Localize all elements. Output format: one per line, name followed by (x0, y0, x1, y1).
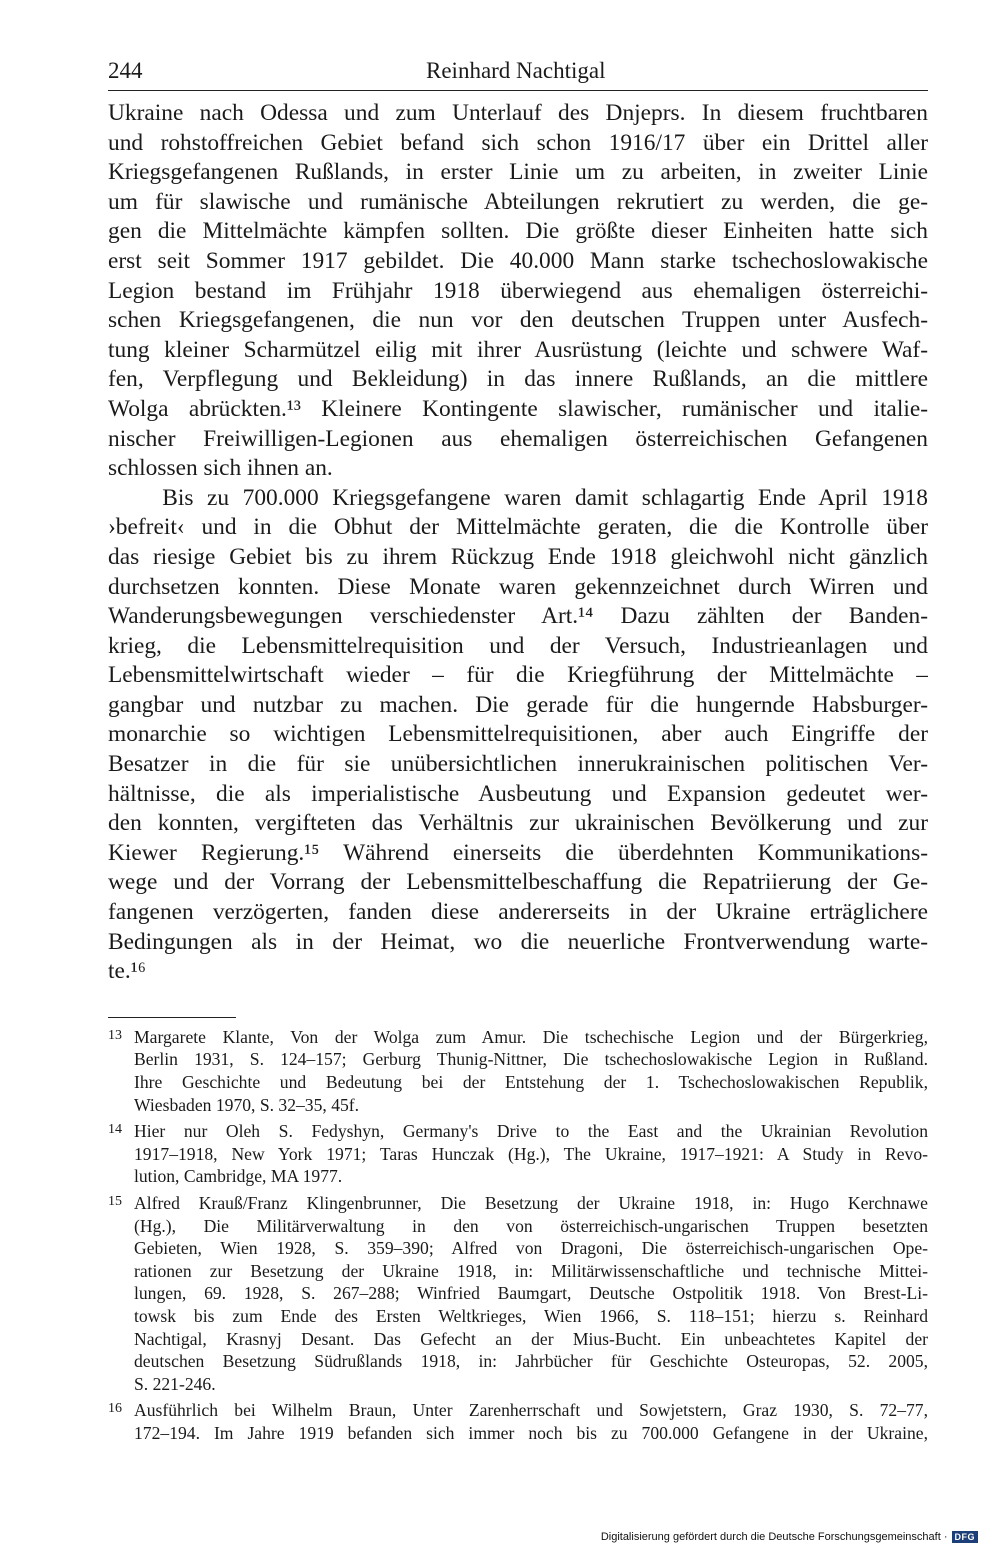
footnote-separator (108, 1017, 236, 1018)
book-page (108, 56, 928, 1449)
footnote-line: lution, Cambridge, MA 1977. (134, 1166, 343, 1187)
footnote-line: Ihre Geschichte und Bedeutung bei der Entstehung der 1. Tschechoslowakischen Republik, (134, 1072, 928, 1092)
footnote-number: 13 (108, 1027, 122, 1043)
footnote-line: deutschen Besetzung Südrußlands 1918, in: Jahrbücher für Geschichte Osteuropas, 52. 2005, (134, 1351, 928, 1372)
page-number: 244 (108, 58, 143, 83)
footnote-line: Berlin 1931, S. 124–157; Gerburg Thunig-Nittner, Die tschechoslowakische Legion in Rußland. (134, 1049, 928, 1070)
body-line: Besatzer in die für sie unübersichtlichen innerukrainischen politischen Ver- (108, 751, 928, 778)
footnote-line: 172–194. Im Jahre 1919 befanden sich immer noch bis zu 700.000 Gefangene in der Ukraine, (134, 1422, 928, 1443)
footnote (108, 1399, 928, 1444)
footnote-line: Margarete Klante, Von der Wolga zum Amur. Die tschechische Legion und der Bürgerkrieg, (134, 1026, 928, 1047)
dfg-logo-icon: DFG (952, 1531, 979, 1543)
footnotes (108, 1026, 928, 1445)
footnote-line: Wiesbaden 1970, S. 32–35, 45f. (134, 1094, 360, 1115)
digitization-credit (601, 1531, 978, 1543)
body-line: fangenen verzögerten, fanden diese andererseits in der Ukraine erträglichere (108, 899, 928, 926)
body-line: Wanderungsbewegungen verschiedenster Art.¹⁴ Dazu zählten der Banden- (108, 603, 928, 630)
body-line: erst seit Sommer 1917 gebildet. Die 40.000 Mann starke tschechoslowakische (108, 247, 928, 274)
body-line: schlossen sich ihnen an. (108, 455, 333, 482)
footnote-number: 15 (108, 1193, 122, 1209)
body-line: monarchie so wichtigen Lebensmittelrequisitionen, aber auch Eingriffe der (108, 721, 928, 748)
body-line: Ukraine nach Odessa und zum Unterlauf des Dnjeprs. In diesem fruchtbaren (108, 100, 928, 126)
body-line: Bedingungen als in der Heimat, wo die neuerliche Frontverwendung warte- (108, 928, 928, 955)
body-line: te.¹⁶ (108, 958, 146, 985)
footnote-line: (Hg.), Die Militärverwaltung in den von österreichisch-ungarischen Truppen besetzten (134, 1215, 928, 1236)
footnote (108, 1120, 928, 1188)
footnote-line: Alfred Krauß/Franz Klingenbrunner, Die Besetzung der Ukraine 1918, in: Hugo Kerchnawe (134, 1192, 928, 1213)
body-line: Kriegsgefangenen Rußlands, in erster Linie um zu arbeiten, in zweiter Linie (108, 159, 928, 186)
footnote-line: towsk bis zum Ende des Ersten Weltkrieges, Wien 1966, S. 118–151; hierzu s. Reinhard (134, 1305, 928, 1326)
body-line: gangbar und nutzbar zu machen. Die gerade für die hungernde Habsburger- (108, 691, 928, 718)
body-line: Bis zu 700.000 Kriegsgefangene waren damit schlagartig Ende April 1918 (108, 484, 928, 511)
footnote-line: Gebieten, Wien 1928, S. 359–390; Alfred von Dragoni, Die österreichisch-ungarischen Ope- (134, 1238, 928, 1259)
body-line: wege und der Vorrang der Lebensmittelbeschaffung die Repatriierung der Ge- (108, 869, 928, 896)
footnote (108, 1192, 928, 1395)
footnote-line: rationen zur Besetzung der Ukraine 1918, in: Militärwissenschaftliche und technische Mittei- (134, 1260, 928, 1281)
body-line: Wolga abrückten.¹³ Kleinere Kontingente slawischer, rumänischer und italie- (108, 395, 928, 422)
body-line: Legion bestand im Frühjahr 1918 überwiegend aus ehemaligen österreichi- (108, 277, 928, 304)
body-line: tung kleiner Scharmützel eilig mit ihrer Ausrüstung (leichte und schwere Waf- (108, 336, 928, 363)
running-head-author: Reinhard Nachtigal (426, 58, 606, 83)
footnote-line: S. 221-246. (134, 1373, 216, 1394)
body-line: das riesige Gebiet bis zu ihrem Rückzug Ende 1918 gleichwohl nicht gänzlich (108, 543, 928, 570)
body-line: ›befreit‹ und in die Obhut der Mittelmächte geraten, die die Kontrolle über (108, 514, 928, 541)
running-head (108, 56, 928, 91)
footnote-line: Ausführlich bei Wilhelm Braun, Unter Zarenherrschaft und Sowjetstern, Graz 1930, S. 72–77, (134, 1400, 928, 1421)
body-line: nischer Freiwilligen-Legionen aus ehemaligen österreichischen Gefangenen (108, 425, 928, 452)
body-line: gen die Mittelmächte kämpfen sollten. Die größte dieser Einheiten hatte sich (108, 218, 928, 245)
footnote-line: Nachtigal, Krasnyj Desant. Das Gefecht an der Mius-Bucht. Ein unbeachtetes Kapitel der (134, 1328, 928, 1349)
body-line: den konnten, vergifteten das Verhältnis zur ukrainischen Bevölkerung und zur (108, 810, 928, 837)
body-line: krieg, die Lebensmittelrequisition und der Versuch, Industrieanlagen und (108, 632, 928, 659)
body-line: hältnisse, die als imperialistische Ausbeutung und Expansion gedeutet wer- (108, 780, 928, 807)
body-line: durchsetzen konnten. Diese Monate waren gekennzeichnet durch Wirren und (108, 573, 928, 600)
body-line: Lebensmittelwirtschaft wieder – für die Kriegführung der Mittelmächte – (108, 662, 928, 689)
footnote-number: 16 (108, 1401, 122, 1417)
body-line: um für slawische und rumänische Abteilungen rekrutiert zu werden, die ge- (108, 188, 928, 215)
body-line: fen, Verpflegung und Bekleidung) in das innere Rußlands, an die mittlere (108, 366, 928, 393)
body-text (108, 99, 928, 987)
body-line: schen Kriegsgefangenen, die nun vor den deutschen Truppen unter Ausfech- (108, 307, 928, 334)
footnote-line: Hier nur Oleh S. Fedyshyn, Germany's Drive to the East and the Ukrainian Revolution (134, 1121, 928, 1142)
body-line: und rohstoffreichen Gebiet befand sich schon 1916/17 über ein Drittel aller (108, 129, 928, 156)
footnote-line: 1917–1918, New York 1971; Taras Hunczak (Hg.), The Ukraine, 1917–1921: A Study in Revo- (134, 1143, 928, 1164)
footnote-line: lungen, 69. 1928, S. 267–288; Winfried Baumgart, Deutsche Ostpolitik 1918. Von Brest-Li- (134, 1283, 928, 1304)
footnote (108, 1026, 928, 1116)
credit-text: Digitalisierung gefördert durch die Deutsche Forschungsgemeinschaft · (600, 1531, 948, 1543)
body-line: Kiewer Regierung.¹⁵ Während einerseits die überdehnten Kommunikations- (108, 839, 928, 866)
footnote-number: 14 (108, 1122, 122, 1138)
